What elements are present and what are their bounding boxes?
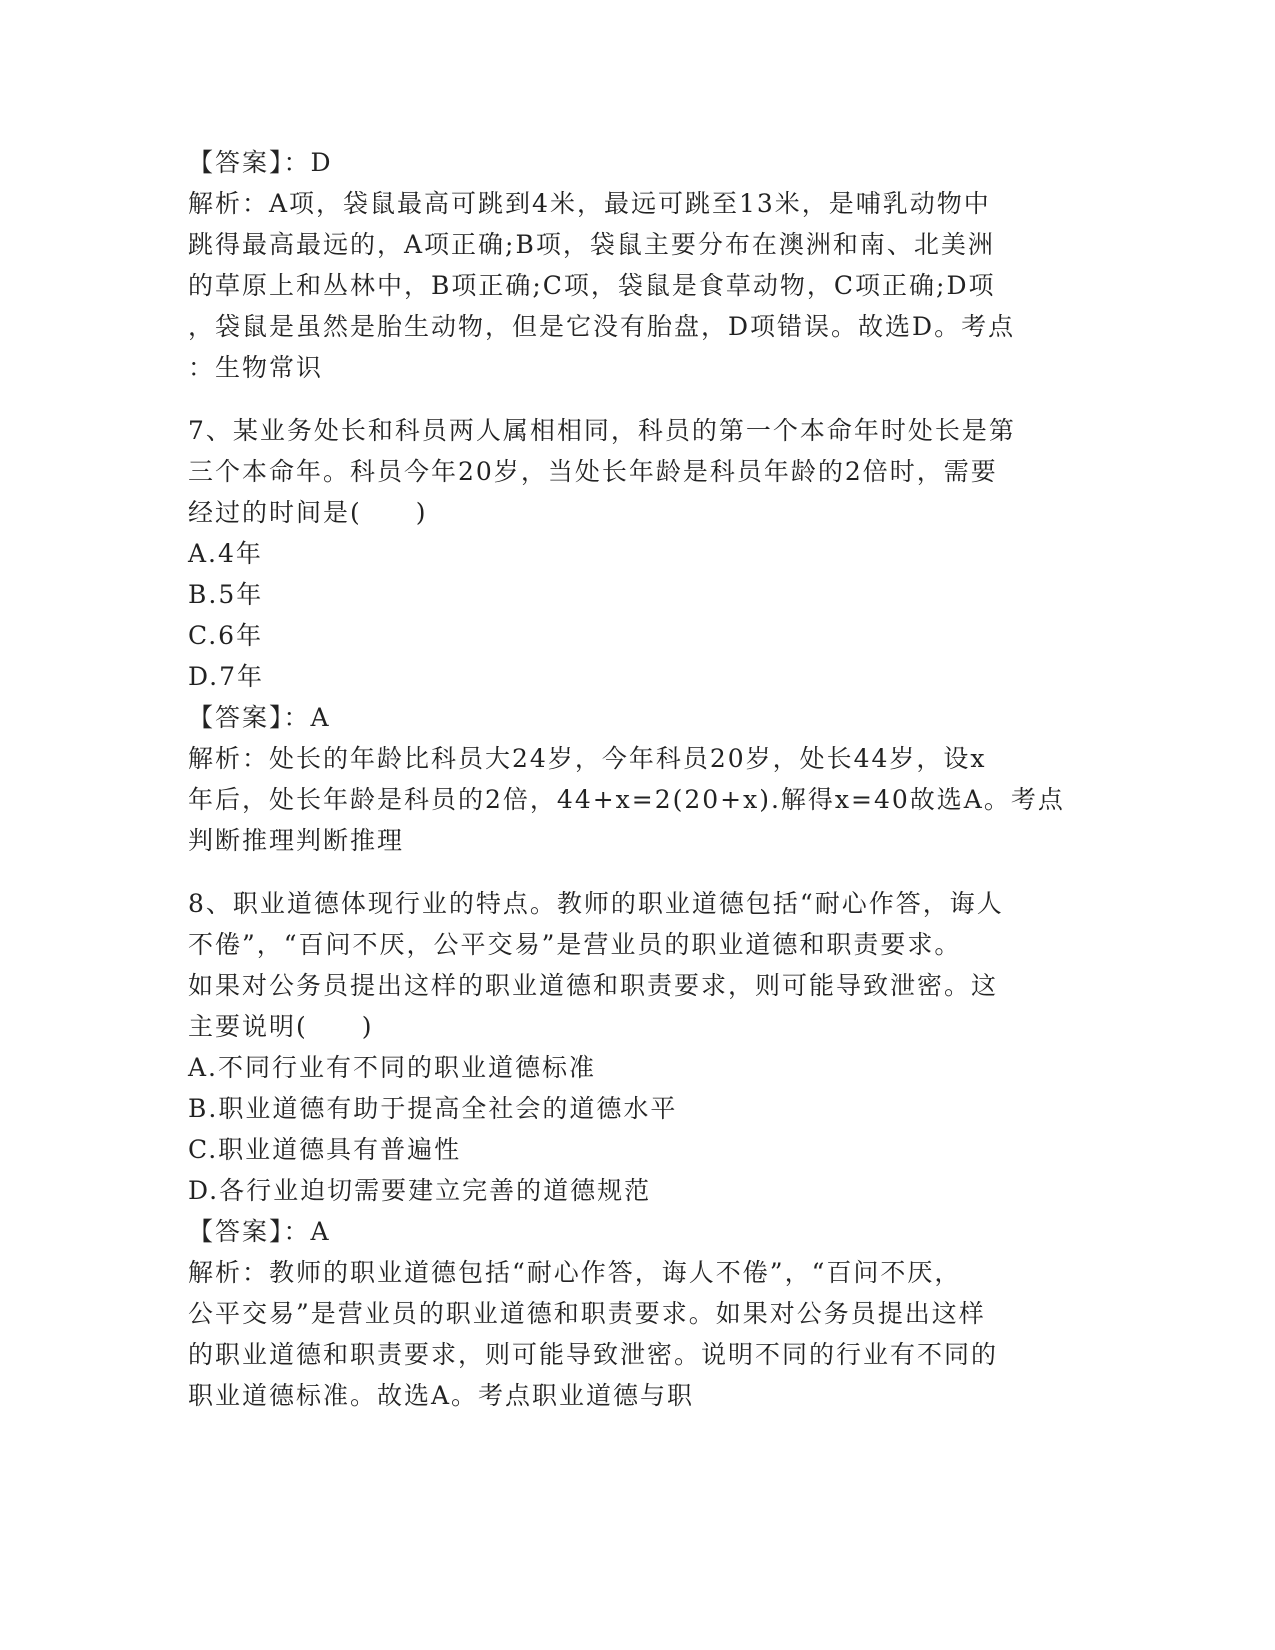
option-line: D.各行业迫切需要建立完善的道德规范 — [188, 1176, 652, 1205]
option-line: C.职业道德具有普遍性 — [188, 1135, 462, 1164]
analysis-line: ，袋鼠是虽然是胎生动物，但是它没有胎盘，D项错误。故选D。考点 — [188, 312, 1016, 341]
analysis-line: 职业道德标准。故选A。考点职业道德与职 — [188, 1381, 695, 1410]
answer-line: 【答案】：A — [188, 703, 331, 732]
analysis-line: 跳得最高最远的，A项正确;B项，袋鼠主要分布在澳洲和南、北美洲 — [188, 230, 995, 259]
analysis-line: ：生物常识 — [188, 353, 324, 382]
option-line: A.不同行业有不同的职业道德标准 — [188, 1053, 597, 1082]
option-line: B.5年 — [188, 580, 264, 609]
analysis-line: 解析：处长的年龄比科员大24岁，今年科员20岁，处长44岁，设x — [188, 744, 987, 773]
option-line: C.6年 — [188, 621, 264, 650]
analysis-line: 的职业道德和职责要求，则可能导致泄密。说明不同的行业有不同的 — [188, 1340, 999, 1369]
analysis-line: 的草原上和丛林中，B项正确;C项，袋鼠是食草动物，C项正确;D项 — [188, 271, 996, 300]
option-line: B.职业道德有助于提高全社会的道德水平 — [188, 1094, 678, 1123]
question-line: 三个本命年。科员今年20岁，当处长年龄是科员年龄的2倍时，需要 — [188, 457, 998, 486]
analysis-line: 解析：A项，袋鼠最高可跳到4米，最远可跳至13米，是哺乳动物中 — [188, 189, 991, 218]
question-line: 如果对公务员提出这样的职业道德和职责要求，则可能导致泄密。这 — [188, 971, 999, 1000]
question-line: 8、职业道德体现行业的特点。教师的职业道德包括“耐心作答，诲人 — [188, 889, 1004, 918]
question-line: 主要说明( ) — [188, 1012, 374, 1041]
analysis-line: 公平交易”是营业员的职业道德和职责要求。如果对公务员提出这样 — [188, 1299, 986, 1328]
option-line: D.7年 — [188, 662, 265, 691]
answer-line: 【答案】：D — [188, 148, 333, 177]
analysis-line: 年后，处长年龄是科员的2倍，44+x=2(20+x).解得x=40故选A。考点 — [188, 785, 1065, 814]
question-line: 经过的时间是( ) — [188, 498, 428, 527]
question-line: 7、某业务处长和科员两人属相相同，科员的第一个本命年时处长是第 — [188, 416, 1016, 445]
analysis-line: 判断推理判断推理 — [188, 826, 405, 855]
analysis-line: 解析：教师的职业道德包括“耐心作答，诲人不倦”，“百问不厌， — [188, 1258, 962, 1287]
question-line: 不倦”，“百问不厌，公平交易”是营业员的职业道德和职责要求。 — [188, 930, 962, 959]
option-line: A.4年 — [188, 539, 263, 568]
answer-line: 【答案】：A — [188, 1217, 331, 1246]
